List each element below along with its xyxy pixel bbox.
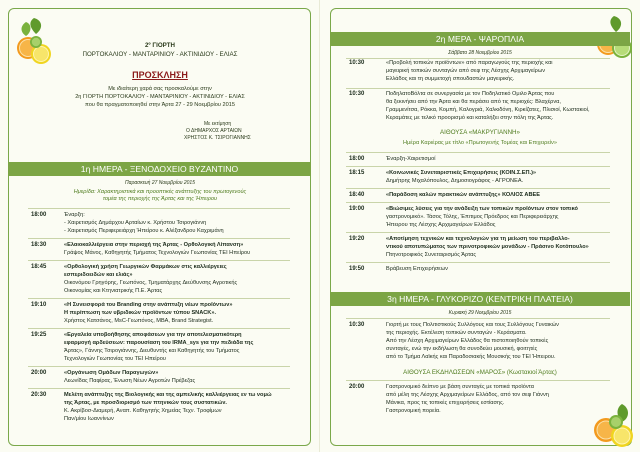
day3-item-1030-line: Γιορτή με τους Πολιτιστικούς Συλλόγους και τους Συλλόγους Γυναικών [386, 322, 559, 328]
day3-hall-name: ΑΙΘΟΥΣΑ ΕΚΔΗΛΩΣΕΩΝ «ΜΑΡΟΣ» (Κωστακιοί Άρτας) [403, 369, 557, 376]
day1-item-1845-speaker: Οικονομίας και Κτηνιατρικής Π.Ε. Άρτας [64, 288, 163, 294]
day2-time-1900: 19:00 [349, 206, 365, 212]
day2-item-1920-speaker: Πτηνοτροφικός Συνεταιρισμός Άρτας [386, 252, 477, 258]
signature-greeting: Με εκτίμηση [204, 121, 232, 127]
signature-name: ΧΡΗΣΤΟΣ Κ. ΤΣΙΡΟΓΙΑΝΝΗΣ [184, 135, 251, 141]
day1-item-2000-speaker: Λεωνίδας Παφίρας, Ένωση Νέων Αγροτών Πρέβεζας [64, 378, 196, 384]
day2-time-1800: 18:00 [349, 156, 365, 162]
day3-item-1030-line: της περιοχής. Εκτέλεση τοπικών συνταγών - Κεράσματα. [386, 330, 527, 336]
invitation-line-2: 2η ΓΙΟΡΤΗ ΠΟΡΤΟΚΑΛΙΟΥ - ΜΑΝΤΑΡΙΝΙΟΥ - ΑΚΤΙΝΙΔΙΟΥ - ΕΛΙΑΣ [75, 94, 245, 100]
day3-time-1030: 10:30 [349, 322, 365, 328]
day2-item-1030-a-line: μαγειρική τοπικών συνταγών από σεφ της Λέσχης Αρχιμαγείρων [386, 68, 546, 74]
day2-item-1030-b-line: Κεραμάτες με τελικό προορισμό και καταλήξει στην πόλη της Άρτας. [386, 115, 554, 121]
day2-hall-name: ΑΙΘΟΥΣΑ «ΜΑΚΡΥΓΙΑΝΝΗ» [440, 129, 520, 136]
citrus-bunch-icon [588, 400, 638, 450]
day1-item-1910-title: «Η Συνεισφορά του Branding στην ανάπτυξη νέων προϊόντων» [64, 302, 233, 308]
day2-item-1030-b-line: θα ξεκινήσει από την Άρτα και θα περάσει από τις περιοχές: Βλαχέρνα, [386, 99, 561, 105]
day2-time-1920: 19:20 [349, 236, 365, 242]
day2-item-1920-title: ντικού αποτυπώματος των πρινοτροφικών μονάδων - Πράσινο Κοτόπουλο» [386, 244, 589, 250]
day1-item-1800-line: Έναρξη: [64, 212, 85, 218]
day2-item-1900-title: «Βιώσιμες λύσεις για την ανάδειξη των τοπικών προϊόντων στον τοπικό [386, 206, 578, 212]
day2-item-1950-line: Βράβευση Επιχειρήσεων [386, 266, 448, 272]
day1-item-2030-title: Μελέτη ανάπτυξης της Βιολογικής και της αμπελικής καλλιέργειας εν τω νομώ [64, 392, 272, 398]
festival-title: 2º ΓΙΟΡΤΗ [144, 42, 176, 49]
day3-item-2000-line: Γαστρονομική πορεία. [386, 408, 441, 414]
day2-item-1030-b-line: ΠοδηλατοΒόλτα σε συνεργασία με τον Ποδηλατικό Ομιλο Άρτας που [386, 91, 555, 97]
day3-title-bar: 3η ΗΜΕΡΑ - ΓΛΥΚΟΡΙΖΟ (ΚΕΝΤΡΙΚΗ ΠΛΑΤΕΙΑ) [330, 292, 630, 306]
day2-time-1950: 19:50 [349, 266, 365, 272]
day1-item-2030-title: της Άρτας, με προσδιορισμό των πτηνικών τους συστατικών. [64, 400, 227, 406]
day2-item-1030-a-line: Ελλάδος και τη συμμετοχή σπουδαστών μαγειρικής. [386, 76, 515, 82]
invitation-line-3: που θα πραγματοποιηθεί στην Άρτα 27 - 29 Νοεμβρίου 2015 [85, 102, 235, 108]
day2-item-1900-line: γαστρονομικό». Τάσος Τόλης, Έπιτιμος Πρόεδρος και Περιφερειάρχης [386, 214, 559, 220]
day1-time-2000: 20:00 [31, 370, 47, 376]
day1-item-1925-speaker: Άρτας», Γάννης Τσιρογιάννης, Διευθυντής και Καθηγητής του Τμήματος [64, 348, 240, 354]
day2-item-1030-b-line: Γραμμενίτσα, Ρόκκα, Κομπή, Καλογριά, Χαλκιδόνη, Κιρκίζατες, Πλισιοί, Κωστακιοί, [386, 107, 590, 113]
day1-item-1910-speaker: Χρήστος Κατσάνος, MsC-Γεωπόνος, MBA, Brand Strategist. [64, 318, 214, 324]
day1-time-1910: 19:10 [31, 302, 47, 308]
invitation-title: ΠΡΟΣΚΛΗΣΗ [132, 70, 188, 80]
day2-time-1840: 18:40 [349, 192, 365, 198]
day3-item-1030-line: συνταγές, ενώ την εκδήλωση θα συνοδεύει μουσική, φοιτητές [386, 346, 538, 352]
day1-time-1925: 19:25 [31, 332, 47, 338]
day1-item-1845-speaker: Οικονόμου Γρηγόρης, Γεωπόνος, Τμηματάρχης Διεύθυνσης Αγροτικής [64, 280, 238, 286]
day1-item-1830-title: «Ελαιοκαλλιέργεια στην περιοχή της Άρτας - Ορθολογική Λίπανση» [64, 242, 244, 248]
day3-date: Κυριακή 29 Νοεμβρίου 2015 [448, 310, 512, 316]
day2-time-1030-a: 10:30 [349, 60, 365, 66]
day1-item-1800-line: - Χαιρετισμός Περιφερειάρχη Ήπείρου κ. Αλέξανδρου Καχριμάνη [64, 228, 224, 234]
day2-hall-theme: Ημέρα Καριέρας με τίτλο «Πρωτογενής Τομέας και Επιχειρείν» [403, 140, 557, 146]
day2-time-1815: 18:15 [349, 170, 365, 176]
day1-item-1925-title: «Εργαλεία υποβοήθησης αποφάσεων για την αποτελεσματικότερη [64, 332, 242, 338]
day1-item-1830-speaker: Γράψος Μάνος, Καθηγητής Τμήματος Τεχνολογιών Γεωπονίας ΤΕΙ Ηπείρου [64, 250, 251, 256]
right-page [320, 0, 640, 452]
day2-date: Σάββατο 28 Νοεμβρίου 2015 [448, 50, 512, 56]
day1-time-1830: 18:30 [31, 242, 47, 248]
signature-role: Ο ΔΗΜΑΡΧΟΣ ΑΡΤΑΙΩΝ [186, 128, 242, 134]
day2-item-1900-line: Ήπειρου της Λέσχης Αρχιμαγείρων Ελλάδος [386, 222, 496, 228]
day3-time-2000: 20:00 [349, 384, 365, 390]
day1-time-1800: 18:00 [31, 212, 47, 218]
day2-item-1815-title: «Κοινωνικές Συνεταιριστικές Επιχειρήσεις (ΚΟΙΝ.Σ.ΕΠ.)» [386, 170, 537, 176]
day1-title-bar: 1η ΗΜΕΡΑ - ΞΕΝΟΔΟΧΕΙΟ ΒΥΖΑΝΤΙΝΟ [8, 162, 311, 176]
day2-item-1030-a-line: «Προβολή τοπικών προϊόντων» από παραγωγούς της περιοχής και [386, 60, 553, 66]
day1-date: Παρασκευή 27 Νοεμβρίου 2015 [125, 180, 195, 186]
day3-item-2000-line: από μέλη της Λέσχης Αρχιμαγείρων Ελλάδος, από τον σεφ Γιάννη [386, 392, 549, 398]
day3-item-1030-line: από το Τμήμα Λαϊκής και Παραδοσιακής Μουσικής του ΤΕΙ Ήπειρου. [386, 354, 556, 360]
day1-item-1925-speaker: Τεχνολογιών Γεωπονίας του ΤΕΙ Ηπείρου [64, 356, 166, 362]
invitation-line-1: Με ιδιαίτερη χαρά σας προσκαλούμε στην [108, 86, 212, 92]
day2-item-1840-line: «Παράδοση καλών πρακτικών ανάπτυξης» ΚΟΛΙΟΣ ΑΒΕΕ [386, 192, 540, 198]
day1-item-1800-line: - Χαιρετισμός Δημάρχου Αρταίων κ. Χρήστου Τσιρογιάννη [64, 220, 207, 226]
day1-item-1845-title: «Ορθολογική χρήση Γεωργικών Φαρμάκων στις καλλιέργειες [64, 264, 227, 270]
festival-subtitle: ΠΟΡΤΟΚΑΛΙΟΥ - ΜΑΝΤΑΡΙΝΙΟΥ - ΑΚΤΙΝΙΔΙΟΥ - ΕΛΙΑΣ [82, 51, 238, 58]
day2-item-1920-title: «Αποτίμηση τεχνικών και τεχνολογιών για τη μείωση του περιβαλλο- [386, 236, 570, 242]
day1-item-1910-title: Η περίπτωση των υβριδικών προϊόντων τύπου SNACK». [64, 310, 217, 316]
day2-item-1815-speaker: Δημήτρης Μιχαλόπουλος, Δημοσιογράφος - ΑΓΡΟΝΕΑ. [386, 178, 524, 184]
day1-item-2030-speaker: Παν/μίου Ιωαννίνων [64, 416, 114, 422]
day1-theme-line-1: Ημερίδα: Χαρακτηριστικά και προοπτικές ανάπτυξης του πρωτογενούς [73, 189, 247, 195]
day1-item-2000-title: «Οργάνωση Ομάδων Παραγωγών» [64, 370, 159, 376]
day2-item-1800-line: Έναρξη-Χαιρετισμοί [386, 156, 436, 162]
day1-item-1925-title: εφαρμογή αρδεύσεων: παρουσίαση του IRMA_sys για την πεδιάδα της [64, 340, 254, 346]
day3-item-2000-line: Μάνικα, προς τις τοπικές επιχειρήσεις εστίασης. [386, 400, 505, 406]
day1-time-2030: 20:30 [31, 392, 47, 398]
day1-item-1845-title: εσπεριδοειδών και ελιάς» [64, 272, 133, 278]
day2-title-bar: 2η ΜΕΡΑ - ΨΑΡΟΠΛΙΑ [330, 32, 630, 46]
day2-time-1030-b: 10:30 [349, 91, 365, 97]
day3-item-2000-line: Γαστρονομικό δείπνο με βάση συνταγές με τοπικά προϊόντα [386, 384, 534, 390]
day1-item-2030-speaker: Κ. Ακρίβοσ-Διαμερή, Αναπ. Καθηγητής Χημείας Τεχν. Τροφίμων [64, 408, 222, 414]
day1-time-1845: 18:45 [31, 264, 47, 270]
day3-item-1030-line: Από την Λέσχη Αρχιμαγείρων Ελλάδος θα πιστοποιηθούν τοπικές [386, 338, 549, 344]
day1-theme-line-2: τομέα της περιοχής της Άρτας και της Ήπειρου [102, 196, 218, 202]
